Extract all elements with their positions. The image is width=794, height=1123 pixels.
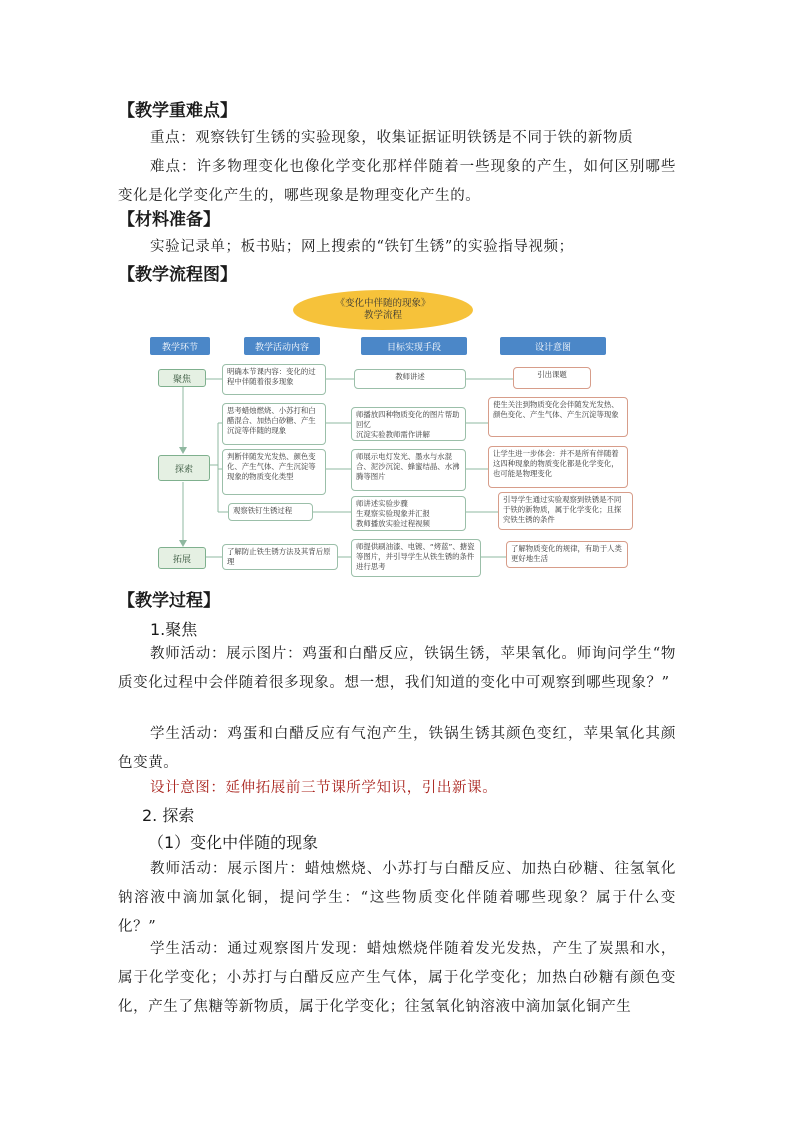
means-focus: 教师讲述 (354, 369, 466, 389)
means-explore-2: 师展示电灯发光、墨水与水混合、泥沙沉淀、蜂蜜结晶、水沸腾等图片 (351, 449, 466, 491)
stage-focus: 聚焦 (158, 369, 206, 387)
column-header-means: 目标实现手段 (361, 337, 467, 355)
activity-focus: 明确本节课内容：变化的过程中伴随着很多现象 (222, 364, 326, 395)
flowchart-title-line2: 教学流程 (363, 310, 402, 321)
flowchart-title-line1: 《变化中伴随的现象》 (335, 298, 431, 309)
arrow-head (179, 447, 187, 454)
intent-explore-2: 让学生进一步体会：并不是所有伴随着这四种现象的物质变化都是化学变化，也可能是物理变化 (488, 446, 628, 488)
process-student-activity-1: 学生活动：鸡蛋和白醋反应有气泡产生，铁锅生锈其颜色变红，苹果氧化其颜色变黄。 (118, 726, 676, 771)
means-explore-3: 师讲述实验步骤 生观察实验现象并汇报 教师播放实验过程视频 (351, 496, 466, 531)
stage-explore: 探索 (158, 455, 210, 481)
activity-explore-3: 观察铁钉生锈过程 (228, 503, 313, 521)
process-student-activity-2: 学生活动：通过观察图片发现：蜡烛燃烧伴随着发光发热，产生了炭黑和水，属于化学变化；小苏打与白醋反应产生气体，属于化学变化；加热白砂糖有颜色变化，产生了焦糖等新物质，属于化学变化；往氢氧化钠溶液中滴加氯化铜产生 (118, 941, 676, 1015)
activity-explore-2: 判断伴随发光发热、颜色变化、产生气体、产生沉淀等现象的物质变化类型 (222, 449, 326, 495)
intent-explore-3: 引导学生通过实验观察到铁锈是不同于铁的新物质，属于化学变化；且探究铁生锈的条件 (498, 492, 633, 530)
stage-expand: 拓展 (158, 547, 206, 569)
process-teacher-activity-2: 教师活动：展示图片：蜡烛燃烧、小苏打与白醋反应、加热白砂糖、往氢氧化钠溶液中滴加氯化铜，提问学生：“这些物质变化伴随着哪些现象？属于什么变化？” (118, 861, 676, 935)
flowchart-title (293, 290, 473, 330)
heading-flowchart: 【教学流程图】 (118, 265, 237, 285)
heading-process: 【教学过程】 (118, 591, 220, 611)
process-teacher-activity-1: 教师活动：展示图片：鸡蛋和白醋反应，铁锅生锈，苹果氧化。师询问学生“物质变化过程中会伴随着很多现象。想一想，我们知道的变化中可观察到哪些现象？” (118, 646, 676, 691)
heading-key-points: 【教学重难点】 (118, 101, 237, 121)
arrow-head (179, 540, 187, 547)
subheading-focus: 1.聚焦 (150, 620, 198, 639)
heading-materials: 【材料准备】 (118, 210, 220, 230)
intent-expand: 了解物质变化的规律，有助于人类更好地生活 (506, 541, 628, 568)
materials-text: 实验记录单；板书贴；网上搜索的“铁钉生锈”的实验指导视频； (150, 239, 574, 255)
intent-explore-1: 使生关注到物质变化会伴随发光发热、颜色变化、产生气体、产生沉淀等现象 (488, 397, 628, 437)
activity-explore-1: 思考蜡烛燃烧、小苏打和白醋混合、加热白砂糖、产生沉淀等伴随的现象 (222, 403, 326, 445)
column-header-stage: 教学环节 (150, 337, 210, 355)
intent-focus: 引出课题 (513, 367, 591, 389)
column-header-activity: 教学活动内容 (244, 337, 320, 355)
means-explore-1: 师播放四种物质变化的图片帮助回忆 沉淀实验教师需作讲解 (351, 407, 466, 441)
subheading-explore: 2. 探索 (142, 806, 195, 825)
difficulty-text: 难点：许多物理变化也像化学变化那样伴随着一些现象的产生，如何区别哪些变化是化学变化产生的，哪些现象是物理变化产生的。 (118, 159, 676, 204)
activity-expand: 了解防止铁生锈方法及其背后原理 (222, 544, 338, 570)
subheading-explore-1: （1）变化中伴随的现象 (148, 833, 319, 852)
teaching-flowchart (148, 287, 648, 582)
means-expand: 师提供刷油漆、电镀、“烤蓝”、搪瓷等图片，并引导学生从铁生锈的条件进行思考 (351, 539, 481, 577)
process-design-intent-1: 设计意图：延伸拓展前三节课所学知识，引出新课。 (150, 780, 498, 796)
key-point-text: 重点：观察铁钉生锈的实验现象，收集证据证明铁锈是不同于铁的新物质 (150, 130, 634, 146)
column-header-intent: 设计意图 (500, 337, 606, 355)
